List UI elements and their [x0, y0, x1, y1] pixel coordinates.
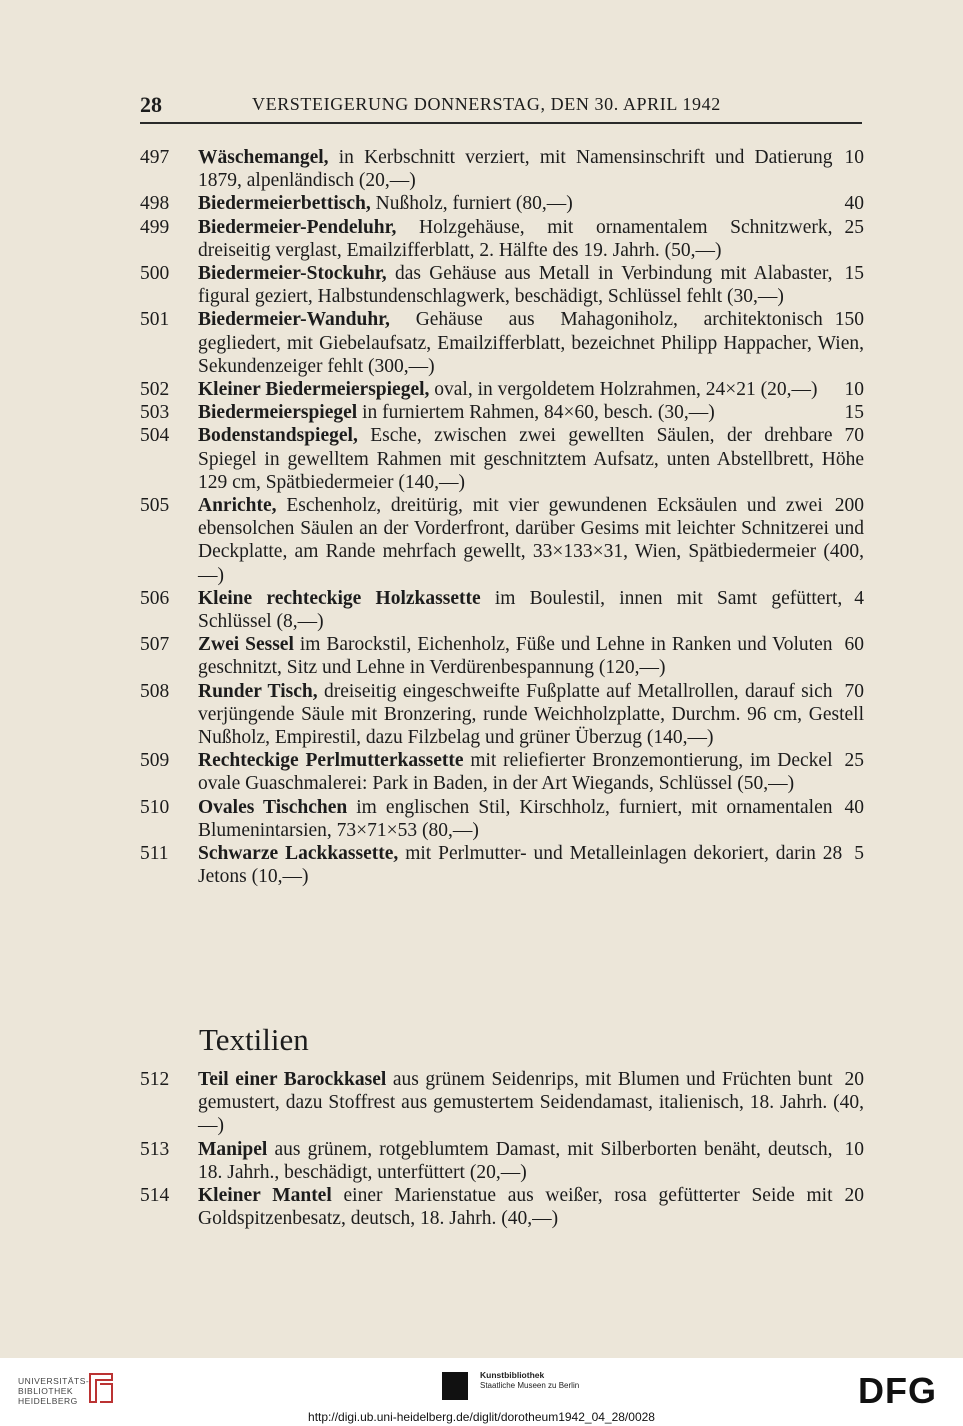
lot-details: Gehäuse aus Mahagoniholz, architektonisch gegliedert, mit Giebelaufsatz, Emailzifferblatt, bezeichnet Philipp Happacher, Wien, Sekundenzeiger fehlt (300,—) — [198, 309, 864, 377]
lot-description — [198, 1138, 864, 1184]
lot-details: aus grünem Seidenrips, mit Blumen und Früchten bunt gemustert, dazu Stoffrest aus gemustertem Seidendamast, italienisch, 18. Jahrh. (40,—) — [198, 1069, 864, 1137]
lot-price: 10 — [844, 379, 864, 401]
running-head: VERSTEIGERUNG DONNERSTAG, DEN 30. APRIL 1942 — [252, 94, 721, 114]
lot-details: im Barockstil, Eichenholz, Füße und Lehne in Ranken und Voluten geschnitzt, Sitz und Lehne in Verdürenbespannung (120,—) — [198, 634, 833, 679]
lot-price: 70 — [844, 680, 864, 702]
kb-name: Kunstbibliothek — [480, 1370, 545, 1380]
lot-number: 507 — [140, 634, 170, 656]
lot-description — [198, 192, 864, 215]
lot-number: 501 — [140, 309, 170, 331]
lot-number: 500 — [140, 263, 170, 285]
lot-number: 511 — [140, 843, 169, 865]
lot-details: oval, in vergoldetem Holzrahmen, 24×21 (20,—) — [429, 379, 818, 401]
lot-price: 40 — [844, 193, 864, 215]
lot-description — [198, 308, 864, 378]
lot-description — [198, 796, 864, 842]
lot-number: 508 — [140, 680, 170, 702]
lot-entry — [140, 587, 864, 633]
lot-details: aus grünem, rotgeblumtem Damast, mit Silberborten benäht, deutsch, 18. Jahrh., beschädigt, unterfüttert (20,—) — [198, 1138, 833, 1183]
lot-entry — [140, 1138, 864, 1184]
lot-number: 498 — [140, 193, 170, 215]
lot-entry — [140, 378, 864, 401]
lot-title: Kleiner Mantel — [198, 1185, 332, 1207]
lot-details: mit Perlmutter- und Metalleinlagen dekoriert, darin 28 Jetons (10,—) — [198, 843, 843, 888]
lot-details: in furniertem Rahmen, 84×60, besch. (30,—) — [357, 402, 715, 424]
lot-description — [198, 749, 864, 795]
lot-details: das Gehäuse aus Metall in Verbindung mit Alabaster, figural geziert, Halbstundenschlagwerk, beschädigt, Schlüssel fehlt (30,—) — [198, 263, 833, 308]
lot-price: 10 — [844, 147, 864, 168]
lot-description — [198, 1068, 864, 1138]
lot-price: 20 — [844, 1069, 864, 1090]
lot-price: 25 — [844, 216, 864, 238]
lot-price: 15 — [844, 263, 864, 285]
lot-title: Runder Tisch, — [198, 680, 318, 702]
lot-title: Anrichte, — [198, 495, 277, 517]
lot-entry — [140, 842, 864, 888]
lot-price: 20 — [844, 1185, 864, 1207]
kunstbibliothek-logo[interactable] — [480, 1370, 579, 1391]
lot-number: 505 — [140, 495, 170, 517]
lot-price: 25 — [844, 750, 864, 772]
uni-line-3: HEIDELBERG — [18, 1396, 78, 1406]
lot-description — [198, 680, 864, 750]
lot-description — [198, 262, 864, 308]
lot-entry — [140, 796, 864, 842]
lot-number: 510 — [140, 796, 170, 818]
lot-number: 506 — [140, 587, 170, 609]
lot-number: 503 — [140, 402, 170, 424]
kunstbibliothek-logo-icon — [442, 1372, 468, 1400]
lot-number: 512 — [140, 1069, 170, 1090]
lot-number: 502 — [140, 379, 170, 401]
lot-price: 4 — [854, 587, 864, 609]
lot-title: Manipel — [198, 1138, 268, 1160]
lot-title: Teil einer Barockkasel — [198, 1069, 387, 1090]
lot-description — [198, 378, 864, 401]
lot-details: dreiseitig eingeschweifte Fußplatte auf Metallrollen, darauf sich verjüngende Säule mit Bronzering, runde Weichholzplatte, Durchm. 96 cm, Gestell Nußholz, Empirestil, dazu Filzbelag und grüner Überzug (140,—) — [198, 680, 864, 749]
lot-price: 200 — [834, 495, 864, 517]
page-header — [140, 92, 862, 124]
lot-title: Rechteckige Perlmutterkassette — [198, 750, 464, 772]
uni-line-1: UNIVERSITÄTS- — [18, 1376, 90, 1386]
lot-title: Biedermeier-Stockuhr, — [198, 263, 387, 285]
lot-title: Ovales Tischchen — [198, 796, 348, 818]
lot-price: 70 — [844, 425, 864, 447]
lot-number: 504 — [140, 425, 170, 447]
source-url[interactable]: http://digi.ub.uni-heidelberg.de/diglit/dorotheum1942_04_28/0028 — [308, 1410, 655, 1424]
lot-price: 40 — [844, 796, 864, 818]
lot-entry — [140, 308, 864, 378]
lot-title: Biedermeier-Pendeluhr, — [198, 216, 397, 238]
lot-entry — [140, 680, 864, 750]
lot-title: Wäschemangel, — [198, 147, 329, 168]
lot-details: Esche, zwischen zwei gewellten Säulen, der drehbare Spiegel in gewelltem Rahmen mit geschnitztem Aufsatz, unten Abstellbrett, Höhe 129 cm, Spätbiedermeier (140,—) — [198, 425, 864, 493]
lot-entry — [140, 424, 864, 494]
section-title-textilien: Textilien — [199, 1022, 309, 1057]
lot-price: 60 — [844, 634, 864, 656]
lot-details: Eschenholz, dreitürig, mit vier gewundenen Ecksäulen und zwei ebensolchen Säulen an der Vorderfront, darüber Gesims mit leichter Schnitzerei und Deckplatte, am Rande mehrfach gewellt, 33×133×31, Wien, Spätbiedermeier (400,—) — [198, 495, 864, 586]
lot-price: 5 — [854, 843, 864, 865]
kb-sub: Staatliche Museen zu Berlin — [480, 1381, 580, 1390]
lot-number: 513 — [140, 1138, 170, 1160]
uni-line-2: BIBLIOTHEK — [18, 1386, 74, 1396]
lot-list-textiles — [140, 1068, 864, 1230]
lot-details: einer Marienstatue aus weißer, rosa gefütterter Seide mit Goldspitzenbesatz, deutsch, 18. Jahrh. (40,—) — [198, 1185, 833, 1230]
lot-details: mit reliefierter Bronzemontierung, im Deckel ovale Guaschmalerei: Park in Baden, in der Art Wiegands, Schlüssel (50,—) — [198, 750, 833, 795]
lot-title: Zwei Sessel — [198, 634, 294, 656]
lot-price: 10 — [844, 1138, 864, 1160]
heidelberg-mark-icon — [86, 1370, 116, 1406]
lot-entry — [140, 1184, 864, 1230]
lot-price: 15 — [844, 402, 864, 424]
lot-details: Holzgehäuse, mit ornamentalem Schnitzwerk, dreiseitig verglast, Emailzifferblatt, 2. Hälfte des 19. Jahrh. (50,—) — [198, 216, 833, 261]
lot-details: Nußholz, furniert (80,—) — [370, 193, 573, 215]
dfg-logo[interactable]: DFG — [858, 1370, 937, 1411]
university-library-logo[interactable] — [18, 1376, 89, 1406]
lot-entry — [140, 633, 864, 679]
lot-title: Bodenstandspiegel, — [198, 425, 358, 447]
lot-title: Biedermeierspiegel — [198, 402, 358, 424]
lot-title: Biedermeier-Wanduhr, — [198, 309, 390, 331]
lot-entry — [140, 216, 864, 262]
lot-number: 509 — [140, 750, 170, 772]
lot-entry — [140, 494, 864, 587]
lot-price: 150 — [834, 309, 864, 331]
lot-details: im Boulestil, innen mit Samt gefüttert, Schlüssel (8,—) — [198, 587, 843, 633]
lot-number: 497 — [140, 147, 170, 168]
lot-entry — [140, 1068, 864, 1138]
lot-title: Schwarze Lackkassette, — [198, 843, 399, 865]
lot-details: in Kerbschnitt verziert, mit Namensinschrift und Datierung 1879, alpenländisch (20,—) — [198, 147, 833, 192]
lot-description — [198, 842, 864, 888]
lot-entry — [140, 401, 864, 424]
lot-entry — [140, 749, 864, 795]
lot-description — [198, 216, 864, 262]
lot-number: 514 — [140, 1185, 170, 1207]
lot-description — [198, 1184, 864, 1230]
lot-details: im englischen Stil, Kirschholz, furniert, mit ornamentalen Blumenintarsien, 73×71×53 (80,—) — [198, 796, 833, 841]
lot-list-furniture — [140, 146, 864, 889]
lot-description — [198, 494, 864, 587]
lot-number: 499 — [140, 216, 170, 238]
lot-entry — [140, 146, 864, 192]
lot-entry — [140, 192, 864, 215]
page-number: 28 — [140, 92, 162, 117]
lot-description — [198, 587, 864, 633]
lot-description — [198, 424, 864, 494]
lot-description — [198, 633, 864, 679]
lot-title: Biedermeierbettisch, — [198, 193, 371, 215]
lot-title: Kleiner Biedermeierspiegel, — [198, 379, 430, 401]
lot-entry — [140, 262, 864, 308]
footer-bar — [0, 1358, 963, 1426]
lot-description — [198, 146, 864, 192]
lot-title: Kleine rechteckige Holzkassette — [198, 587, 481, 609]
lot-description — [198, 401, 864, 424]
